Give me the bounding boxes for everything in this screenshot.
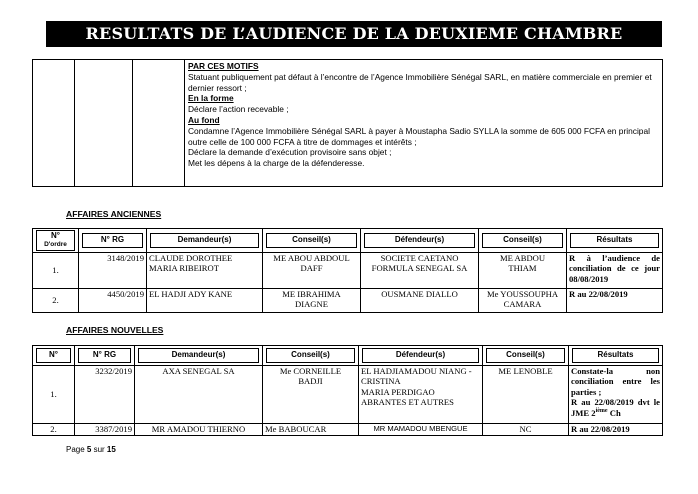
footer-prefix: Page	[66, 445, 87, 454]
nouvelles-header-row	[33, 346, 663, 366]
defendeur-line: MARIA PERDIGAO	[361, 386, 435, 397]
motifs-empty-cell	[75, 60, 133, 187]
header-resultats	[567, 229, 663, 253]
defendeur-line: CRISTINA	[361, 376, 401, 387]
conseil-def-line: CAMARA	[503, 299, 542, 310]
nouvelles-table	[32, 345, 663, 436]
forme-text: Déclare l’action recevable ;	[188, 104, 289, 115]
table-row	[33, 253, 663, 289]
page-title: RESULTATS DE L’AUDIENCE DE LA DEUXIEME CHAMBRE	[46, 21, 662, 47]
row-defendeur: MR MAMADOU MBENGUE	[359, 424, 483, 436]
row-resultat: R au 22/08/2019	[567, 289, 663, 313]
conseil-line: Me CORNEILLE	[279, 366, 342, 376]
motifs-intro: Statuant publiquement pat défaut à l’encontre de l’Agence Immobilière Sénégal SARL, en matière commerciale en premier et dernier ressort ;	[188, 71, 652, 93]
row-demandeur: AXA SENEGAL SA	[135, 366, 263, 424]
nouvelles-title: AFFAIRES NOUVELLES	[66, 325, 164, 335]
row-resultat: R à l’audience de conciliation de ce jour 08/08/2019	[567, 253, 663, 289]
row-defendeur	[359, 366, 483, 424]
motifs-empty-cell	[133, 60, 185, 187]
demandeur-line: EL HADJI ADY KANE	[149, 289, 233, 299]
header-num	[33, 346, 75, 366]
row-conseil	[263, 253, 361, 289]
row-resultat	[569, 366, 663, 424]
header-rg	[79, 229, 147, 253]
row-defendeur	[361, 289, 479, 313]
conseil-line: ME ABOU ABDOUL	[273, 253, 350, 263]
header-rg-label: N° RG	[78, 348, 131, 362]
fond-heading: Au fond	[188, 114, 220, 125]
conseil-def-line: Me YOUSSOUPHA	[486, 289, 559, 299]
header-num-label: N°	[51, 231, 60, 240]
row-defendeur	[361, 253, 479, 289]
fond-line-2: Déclare la demande d’exécution provisoire sans objet ;	[188, 147, 392, 158]
table-row	[33, 366, 663, 424]
conseil-line: BADJI	[298, 376, 323, 387]
header-conseil-def-label: Conseil(s)	[482, 233, 563, 247]
resultat-end: Ch	[607, 407, 621, 418]
header-defendeur-label: Défendeur(s)	[362, 348, 479, 362]
anciennes-title: AFFAIRES ANCIENNES	[66, 209, 162, 219]
header-conseil-def	[483, 346, 569, 366]
header-num-label: N°	[36, 348, 71, 362]
header-num	[33, 229, 79, 253]
row-conseil	[263, 289, 361, 313]
demandeur-line: MARIA RIBEIROT	[149, 263, 219, 274]
row-demandeur: MR AMADOU THIERNO	[135, 424, 263, 436]
demandeur-line: CLAUDE DOROTHEE	[149, 253, 233, 263]
anciennes-table	[32, 228, 663, 313]
conseil-def-line: THIAM	[508, 263, 537, 274]
resultat-line: Constate-la non conciliation entre les parties ;	[571, 366, 660, 397]
resultat-sup: ième	[595, 407, 608, 414]
header-conseil-label: Conseil(s)	[266, 233, 357, 247]
motifs-content	[185, 60, 663, 187]
header-demandeur-label: Demandeur(s)	[150, 233, 259, 247]
row-rg: 3232/2019	[75, 366, 135, 424]
header-conseil-def-label: Conseil(s)	[486, 348, 565, 362]
resultat-text: R au 22/08/2019 dvt le JME 2	[571, 397, 660, 418]
defendeur-line: ABRANTES ET AUTRES	[361, 397, 454, 408]
conseil-def-line: ME ABDOU	[499, 253, 546, 263]
header-rg-label: N° RG	[82, 233, 143, 247]
row-conseil-def: NC	[483, 424, 569, 436]
motifs-empty-cell	[33, 60, 75, 187]
header-demandeur-label: Demandeur(s)	[138, 348, 259, 362]
header-resultats-label: Résultats	[572, 348, 659, 362]
footer-total: 15	[106, 445, 116, 454]
row-num: 2.	[33, 424, 75, 436]
conseil-line: ME IBRAHIMA	[282, 289, 341, 299]
header-num-sub: D'ordre	[44, 241, 67, 248]
row-rg: 3387/2019	[75, 424, 135, 436]
row-conseil-def	[479, 289, 567, 313]
fond-line-3: Met les dépens à la charge de la défenderesse.	[188, 158, 365, 169]
header-conseil	[263, 229, 361, 253]
row-resultat: R au 22/08/2019	[569, 424, 663, 436]
conseil-line: DAFF	[300, 263, 323, 274]
anciennes-header-row	[33, 229, 663, 253]
defendeur-line: EL HADJIAMADOU NIANG -	[361, 366, 472, 376]
row-conseil: Me BABOUCAR	[263, 424, 359, 436]
table-row	[33, 424, 663, 436]
motifs-table	[32, 59, 663, 187]
row-num: 1.	[33, 253, 79, 289]
row-conseil	[263, 366, 359, 424]
row-rg: 3148/2019	[79, 253, 147, 289]
footer-page: 5	[86, 445, 92, 454]
fond-line-1: Condamne l’Agence Immobilière Sénégal SARL à payer à Moustapha Sadio SYLLA la somme de 605 000 FCFA en principal outre celle de 100 000 FCFA à titre de dommages et intérêts ;	[188, 125, 650, 147]
defendeur-line: OUSMANE DIALLO	[381, 289, 458, 299]
row-demandeur	[147, 253, 263, 289]
header-rg	[75, 346, 135, 366]
table-row	[33, 289, 663, 313]
page-footer	[66, 445, 116, 454]
header-demandeur	[147, 229, 263, 253]
header-resultats-label: Résultats	[570, 233, 659, 247]
header-conseil-label: Conseil(s)	[266, 348, 355, 362]
defendeur-line: FORMULA SENEGAL SA	[371, 263, 468, 274]
defendeur-line: SOCIETE CAETANO	[380, 253, 459, 263]
row-num: 1.	[33, 366, 75, 424]
header-resultats	[569, 346, 663, 366]
row-num: 2.	[33, 289, 79, 313]
header-demandeur	[135, 346, 263, 366]
conseil-line: DIAGNE	[295, 299, 328, 310]
forme-heading: En la forme	[188, 93, 234, 104]
row-conseil-def	[479, 253, 567, 289]
header-defendeur	[359, 346, 483, 366]
row-rg: 4450/2019	[79, 289, 147, 313]
resultat-line	[571, 397, 660, 418]
header-conseil	[263, 346, 359, 366]
header-defendeur-label: Défendeur(s)	[364, 233, 475, 247]
row-conseil-def: ME LENOBLE	[483, 366, 569, 424]
header-defendeur	[361, 229, 479, 253]
motifs-heading: PAR CES MOTIFS	[188, 61, 259, 71]
header-conseil-def	[479, 229, 567, 253]
footer-middle: sur	[91, 445, 107, 454]
row-demandeur	[147, 289, 263, 313]
